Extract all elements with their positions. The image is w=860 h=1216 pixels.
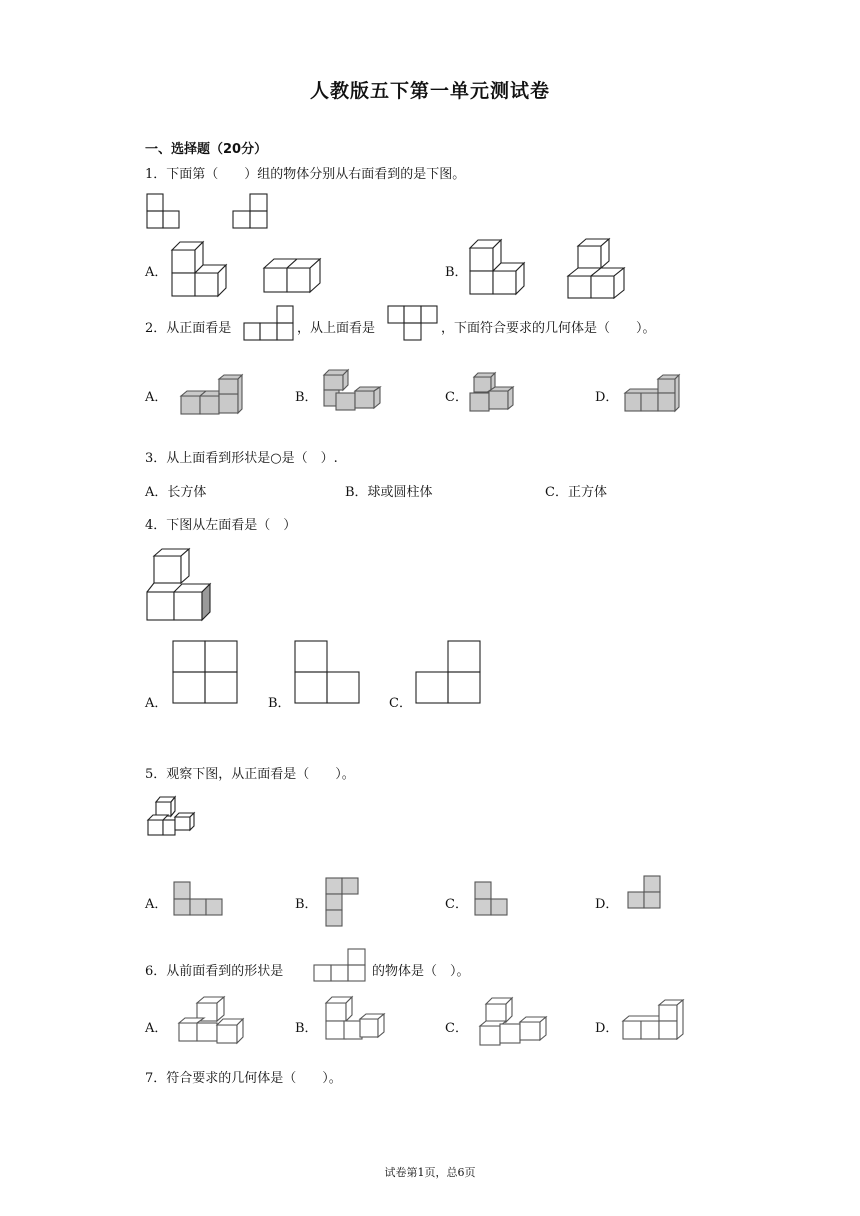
q6-option-c-label[interactable]: C． [445, 1021, 468, 1036]
q4-option-c-label[interactable]: C． [389, 696, 412, 711]
question-1-text: 1．下面第（ ）组的物体分别从右面看到的是下图。 [145, 167, 466, 182]
q1-right-view-figure [146, 193, 276, 229]
question-6-text-a: 6．从前面看到的形状是 [145, 964, 284, 979]
q4-option-a-figure[interactable] [172, 640, 238, 706]
q6-option-a-figure[interactable] [177, 995, 247, 1047]
q3-option-c[interactable]: C．正方体 [545, 485, 607, 500]
q5-option-a-label[interactable]: A． [145, 897, 168, 912]
question-6-text-b: 的物体是（ ）。 [372, 964, 470, 979]
q6-option-d-label[interactable]: D． [595, 1021, 619, 1036]
q6-option-c-figure[interactable] [478, 996, 550, 1048]
q4-option-b-label[interactable]: B． [268, 696, 291, 711]
q2-front-view-figure [243, 306, 295, 342]
q1-option-a-figure[interactable] [168, 240, 333, 300]
q2-option-d-figure[interactable] [623, 373, 683, 415]
question-7-text: 7．符合要求的几何体是（ ）。 [145, 1071, 342, 1086]
q5-cube-figure [146, 796, 198, 840]
q2-option-c-figure[interactable] [468, 371, 518, 413]
q1-option-a-label[interactable]: A． [145, 265, 168, 280]
page-footer: 试卷第1页，总6页 [384, 1166, 476, 1179]
q5-option-d-figure[interactable] [627, 875, 663, 911]
q6-option-b-label[interactable]: B． [295, 1021, 318, 1036]
q3-option-b[interactable]: B．球或圆柱体 [345, 485, 433, 500]
question-2-text-c: ，下面符合要求的几何体是（ ）。 [441, 321, 656, 336]
question-4-text: 4．下图从左面看是（ ） [145, 518, 297, 533]
page-title: 人教版五下第一单元测试卷 [309, 80, 550, 102]
q1-option-b-label[interactable]: B． [445, 265, 468, 280]
q2-option-d-label[interactable]: D． [595, 390, 619, 405]
q2-option-b-label[interactable]: B． [295, 390, 318, 405]
q2-option-b-figure[interactable] [322, 369, 384, 413]
q6-front-view-figure [313, 948, 369, 984]
q6-option-a-label[interactable]: A． [145, 1021, 168, 1036]
q6-option-d-figure[interactable] [621, 997, 687, 1045]
q5-option-b-figure[interactable] [325, 877, 361, 929]
section-heading: 一、选择题（20分） [145, 142, 268, 157]
q2-top-view-figure [387, 306, 439, 342]
q4-option-b-figure[interactable] [294, 640, 360, 706]
q6-option-b-figure[interactable] [322, 995, 386, 1043]
q4-cube-figure [146, 548, 222, 622]
q2-option-a-label[interactable]: A． [145, 390, 168, 405]
q3-option-a[interactable]: A．长方体 [145, 485, 207, 500]
q5-option-b-label[interactable]: B． [295, 897, 318, 912]
question-2-text-a: 2．从正面看是 [145, 321, 232, 336]
question-3-text: 3．从上面看到形状是○是（ ）. [145, 451, 338, 466]
question-2-text-b: ，从上面看是 [297, 321, 376, 336]
q5-option-c-figure[interactable] [474, 881, 510, 917]
q4-option-c-figure[interactable] [415, 640, 481, 706]
q5-option-d-label[interactable]: D． [595, 897, 619, 912]
q5-option-a-figure[interactable] [173, 881, 225, 917]
q5-option-c-label[interactable]: C． [445, 897, 468, 912]
q4-option-a-label[interactable]: A． [145, 696, 168, 711]
q2-option-c-label[interactable]: C． [445, 390, 468, 405]
question-5-text: 5．观察下图，从正面看是（ ）。 [145, 767, 355, 782]
q1-option-b-figure[interactable] [466, 238, 636, 300]
q2-option-a-figure[interactable] [180, 374, 245, 418]
